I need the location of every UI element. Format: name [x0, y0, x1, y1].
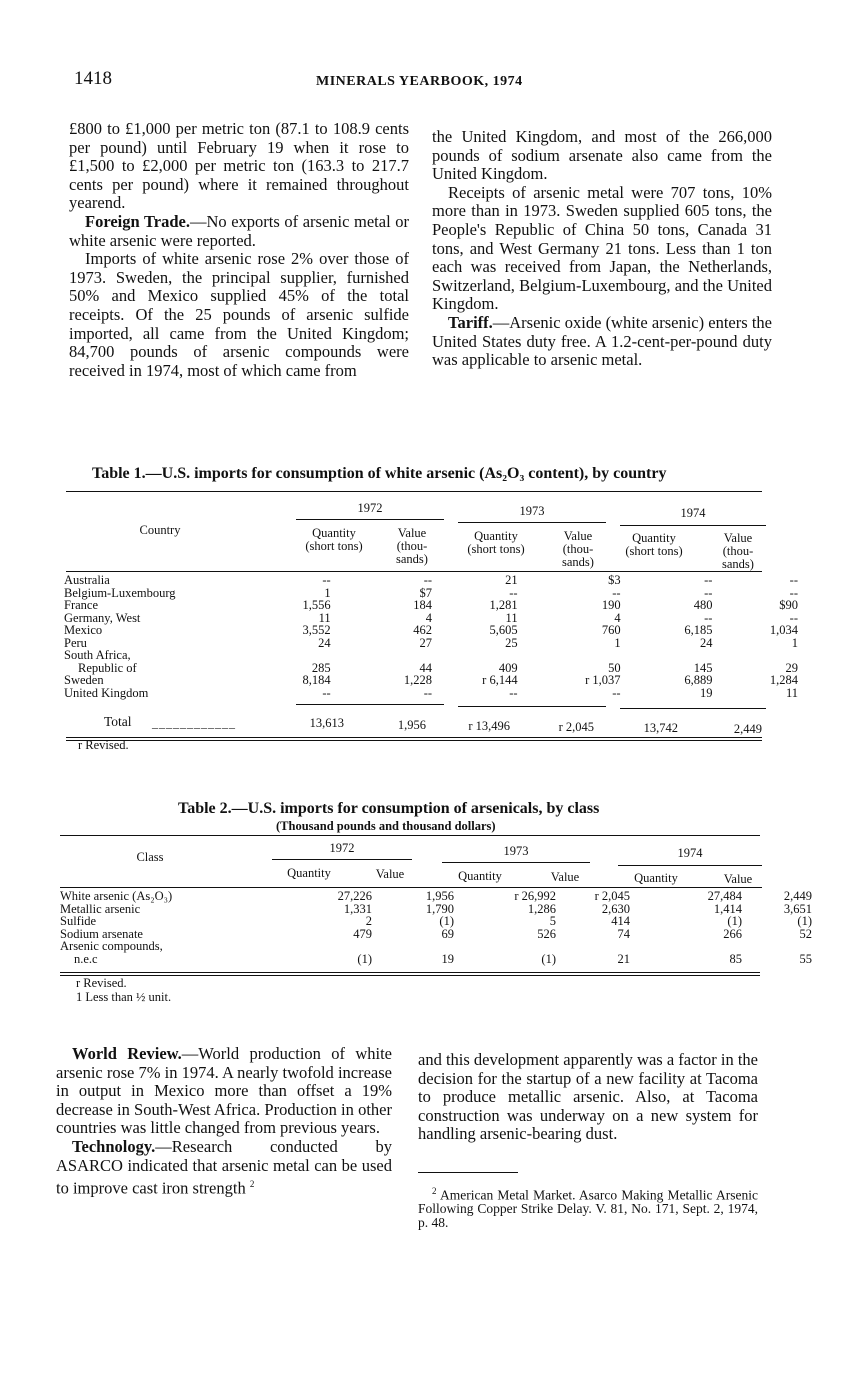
table1-value-cell: 25: [505, 635, 518, 650]
table-row: [60, 940, 820, 953]
class-name: Sodium arsenate: [60, 926, 143, 941]
table1-qty-header: Quantity (short tons): [625, 531, 683, 558]
table-row: [64, 599, 854, 612]
table2-class-header: Class: [136, 850, 164, 864]
table1-value-cell: $90: [779, 598, 798, 612]
table2-header-rule: [60, 887, 762, 888]
class-name: White arsenic (As₂O₃): [60, 889, 173, 903]
table2-value-cell: (1): [727, 914, 742, 928]
table1-val-header: Value (thou- sands): [722, 531, 754, 571]
country-name: South Africa,: [64, 648, 131, 662]
table1-value-cell: 184: [413, 598, 433, 612]
table1-qty-header: Quantity (short tons): [305, 526, 363, 553]
table-row: [64, 649, 854, 662]
table1-year-rule: [458, 522, 606, 523]
table1-value-cell: --: [509, 685, 518, 700]
table2-value-cell: 526: [537, 926, 556, 941]
page-number: 1418: [74, 68, 112, 89]
country-name: Republic of: [78, 660, 137, 675]
table2-value-cell: 5: [549, 914, 556, 928]
footnote: [418, 1185, 758, 1229]
table1-value-cell: [722, 649, 808, 662]
table1-value-cell: 21: [505, 573, 518, 587]
table-row: [64, 637, 854, 650]
table1-value-cell: [442, 649, 528, 662]
table1-qty-header: Quantity (short tons): [467, 529, 525, 556]
paragraph-text: —Research conducted by ASARCO indicated that arsenic metal can be used to improve cast iron strength: [56, 1136, 392, 1198]
table-row: [60, 928, 820, 941]
table2-bottom-rule: [60, 972, 760, 976]
table2-value-cell: 1,414: [713, 901, 742, 916]
table1-value-cell: [341, 649, 442, 662]
paragraph-technology: [56, 1138, 392, 1198]
table2-value-cell: 52: [799, 926, 812, 941]
table1-year-header: 1974: [680, 506, 706, 520]
footnote-rule: [418, 1172, 518, 1173]
table1-value-cell: 3,552: [302, 623, 331, 637]
text-column-left: [69, 120, 409, 380]
section-lead: World Review.: [72, 1044, 182, 1063]
table1-value-cell: 1,228: [403, 673, 433, 687]
table1-value-cell: [274, 649, 341, 662]
table2-qty-header: Quantity: [287, 866, 331, 880]
table1-value-cell: 1,284: [769, 673, 798, 687]
paragraph-text: —Arsenic oxide (white arsenic) enters the United States duty free. A 1.2-cent-per-pound duty was applicable to arsenic metal.: [432, 312, 772, 370]
table1-value-cell: --: [789, 573, 798, 587]
table2-val-header: Value: [375, 867, 405, 881]
paragraph: the United Kingdom, and most of the 266,000 pounds of sodium arsenate also came from the United Kingdom.: [432, 127, 772, 184]
table2-value-cell: 55: [799, 951, 812, 966]
table1-value-cell: 1: [791, 635, 798, 650]
table2-value-cell: [462, 940, 564, 953]
table2-top-rule: [60, 835, 760, 836]
table2-footnote: r Revised.: [76, 976, 127, 990]
table1-value-cell: 1,281: [489, 598, 518, 612]
table1-country-header: Country: [139, 523, 181, 537]
table2-value-cell: [750, 940, 820, 953]
text-column-left-bottom: [56, 1045, 392, 1198]
paragraph: £800 to £1,000 per metric ton (87.1 to 108.9 cents per pound) until February 19 when it rose to £1,500 to £2,000 per metric ton (163.3 to 217.7 cents per pound) where it remained throughout yearend.: [69, 119, 409, 213]
table1-value-cell: 4: [614, 610, 621, 625]
table1-value-cell: --: [789, 610, 798, 625]
footnote-text: American Metal Market. Asarco Making Metallic Arsenic Following Copper Strike Delay. V. 81, No. 171, Sept. 2, 1974, p. 48.: [418, 1187, 758, 1230]
table-row: [64, 574, 854, 587]
table1-country-cell: [64, 624, 274, 637]
table1-value-cell: --: [704, 585, 713, 600]
table1-sum-rule: [458, 706, 606, 707]
table1-total-label: Total: [104, 714, 132, 729]
table1-val-header: Value (thou- sands): [562, 529, 594, 569]
table1-year-header: 1972: [357, 501, 383, 515]
table1-value-cell: --: [509, 585, 518, 600]
class-name: Sulfide: [60, 914, 97, 928]
table-row: [60, 953, 820, 966]
table2-year-header: 1972: [329, 841, 355, 855]
table2-value-cell: 2: [365, 914, 372, 928]
table1-value-cell: [528, 649, 631, 662]
table1-value-cell: 11: [318, 610, 331, 625]
table1-value-cell: 1,556: [302, 598, 331, 612]
table1-footnote: r Revised.: [78, 738, 129, 752]
table1-value-cell: --: [612, 585, 621, 600]
table1-value-cell: 190: [601, 598, 621, 612]
table1-value-cell: 11: [505, 610, 518, 625]
table2-class-cell: [60, 953, 298, 966]
table1-header-rule: [66, 571, 762, 572]
table1-value-cell: 480: [693, 598, 713, 612]
table1-value-cell: --: [423, 685, 433, 700]
table1-value-cell: 27: [419, 635, 433, 650]
table1-year-rule: [296, 519, 444, 520]
table1-value-cell: 285: [311, 660, 331, 675]
table1-total-cell: r 13,496: [468, 719, 510, 733]
table1-title: Table 1.—U.S. imports for consumption of white arsenic (As₂O₃ content), by country: [92, 465, 667, 482]
table2-value-cell: (1): [357, 951, 372, 966]
table2-value-cell: 85: [729, 951, 742, 966]
table-row: [60, 915, 820, 928]
table2-value-cell: r 26,992: [514, 889, 556, 903]
paragraph-text: —World production of white arsenic rose 7% in 1974. A nearly twofold increase in output in Mexico more than offset a 19% decrease in South-West Africa. Production in other countries was little changed from previous years.: [56, 1044, 392, 1138]
table1-value-cell: --: [322, 685, 331, 700]
table1-value-cell: 1,034: [769, 623, 798, 637]
text-column-right: [432, 128, 772, 370]
table1-value-cell: 145: [693, 660, 713, 675]
paragraph: and this development apparently was a factor in the decision for the startup of a new facility at Tacoma to produce metallic arsenic. Also, at Tacoma construction was underway on a new system for handling arsenic-bearing dust.: [418, 1050, 758, 1144]
table1-bottom-rule: [66, 737, 762, 741]
table2-value-cell: [298, 940, 380, 953]
table1-value-cell: 8,184: [302, 673, 331, 687]
table2-value-cell: 69: [441, 926, 454, 941]
table2-value-cell: (1): [439, 914, 454, 928]
table2-value-cell: 27,226: [337, 889, 372, 903]
table2-val-header: Value: [723, 872, 753, 886]
section-lead: Tariff.: [448, 312, 493, 332]
table1-value-cell: 24: [699, 635, 713, 650]
table2-year-rule: [442, 862, 590, 863]
table2-value-cell: 1,790: [425, 901, 454, 916]
table1-value-cell: --: [789, 585, 798, 600]
table1-value-cell: [631, 649, 723, 662]
table1-val-header: Value (thou- sands): [396, 526, 428, 566]
table2-value-cell: 414: [611, 914, 630, 928]
table1-value-cell: --: [423, 573, 433, 587]
table2-value-cell: 3,651: [783, 901, 812, 916]
table2-footnote: 1 Less than ½ unit.: [76, 990, 172, 1004]
table2-value-cell: 1,331: [343, 901, 372, 916]
table2-value-cell: 479: [353, 926, 372, 941]
leader-dots: ____________: [152, 716, 236, 730]
table1-value-cell: r 1,037: [585, 673, 621, 687]
table1-total-cell: r 2,045: [558, 720, 594, 734]
table1-value-cell: 6,185: [684, 623, 713, 637]
paragraph: Imports of white arsenic rose 2% over those of 1973. Sweden, the principal supplier, furnished 50% and Mexico supplied 45% of the total receipts. Of the 25 pounds of arsenic sulfide imported, all came from the United Kingdom; 84,700 pounds of arsenic compounds were received in 1974, most of which came from: [69, 249, 409, 380]
class-name: Arsenic compounds,: [60, 939, 163, 953]
table1-total-cell: 13,613: [309, 716, 344, 730]
table1-year-rule: [620, 525, 766, 526]
table2-value-cell: 2,630: [601, 901, 630, 916]
table2-value-cell: 266: [723, 926, 742, 941]
table2-value-cell: (1): [797, 914, 812, 928]
table2-body: [60, 890, 820, 965]
table1-value-cell: 11: [785, 685, 798, 700]
table1-value-cell: 5,605: [489, 623, 518, 637]
table1-value-cell: 6,889: [684, 673, 713, 687]
table-row: [64, 687, 854, 700]
paragraph: Receipts of arsenic metal were 707 tons, 10% more than in 1973. Sweden supplied 605 tons, the People's Republic of China 50 tons, Canada 31 tons, and West Germany 21 tons. Less than 1 ton each was received from Japan, the Netherlands, Switzerland, Belgium-Luxembourg, and the United Kingdom.: [432, 182, 772, 314]
table1-value-cell: 1: [324, 585, 331, 600]
class-name: Metallic arsenic: [60, 901, 141, 916]
table1-top-rule: [66, 491, 762, 492]
table2-year-rule: [618, 865, 762, 866]
table1-value-cell: 19: [699, 685, 713, 700]
table2-value-cell: (1): [541, 951, 556, 966]
table2-value-cell: 27,484: [707, 889, 742, 903]
section-lead: Technology.: [72, 1136, 156, 1156]
footnote-ref: 2: [249, 1179, 255, 1190]
country-name: Belgium-Luxembourg: [64, 585, 176, 600]
table1-value-cell: --: [612, 685, 621, 700]
table1-country-cell: [64, 687, 274, 700]
table1-value-cell: --: [704, 610, 713, 625]
table-row: [64, 612, 854, 625]
table1-value-cell: r 6,144: [482, 673, 518, 687]
table1-value-cell: --: [322, 573, 331, 587]
table2-qty-header: Quantity: [458, 869, 502, 883]
country-name: Mexico: [64, 623, 103, 637]
table1-total-cell: 1,956: [397, 718, 426, 732]
table2-value-cell: 1,286: [527, 901, 556, 916]
table-row: [64, 624, 854, 637]
country-name: France: [64, 598, 99, 612]
table1-total-cell: 2,449: [733, 722, 762, 736]
table1-sum-rule: [620, 708, 766, 709]
table1-year-header: 1973: [519, 504, 545, 518]
paragraph-text: —No exports of arsenic metal or white arsenic were reported.: [69, 211, 409, 250]
country-name: Australia: [64, 573, 110, 587]
table1-value-cell: --: [704, 573, 713, 587]
table-row: [64, 587, 854, 600]
table-row: [60, 890, 820, 903]
text-column-right-bottom: [418, 1051, 758, 1144]
table2-year-header: 1973: [503, 844, 529, 858]
table2-val-header: Value: [550, 870, 580, 884]
table2-value-cell: [564, 940, 638, 953]
table1-body: [64, 574, 854, 699]
country-name: Peru: [64, 635, 87, 650]
section-lead: Foreign Trade.: [85, 211, 190, 231]
footnote-marker: 2: [432, 1186, 437, 1196]
table-row: [64, 674, 854, 687]
table1-value-cell: 4: [425, 610, 433, 625]
table1-total-cell: 13,742: [643, 721, 678, 735]
table2-qty-header: Quantity: [634, 871, 678, 885]
country-name: Sweden: [64, 673, 104, 687]
table2-value-cell: [638, 940, 750, 953]
table2-value-cell: 19: [441, 951, 454, 966]
table1-value-cell: 44: [419, 660, 433, 675]
paragraph-world-review: [56, 1045, 392, 1138]
table2-subtitle: (Thousand pounds and thousand dollars): [276, 819, 496, 833]
table-row: [64, 662, 854, 675]
table1-value-cell: 29: [785, 660, 798, 675]
class-name: n.e.c: [74, 951, 98, 966]
table2-value-cell: 21: [617, 951, 630, 966]
table2-year-rule: [272, 859, 412, 860]
table1-value-cell: 50: [608, 660, 621, 675]
country-name: United Kingdom: [64, 685, 149, 700]
table2-value-cell: 2,449: [783, 889, 812, 903]
paragraph-foreign-trade: [69, 213, 409, 250]
country-name: Germany, West: [64, 610, 141, 625]
running-title: MINERALS YEARBOOK, 1974: [316, 74, 523, 89]
paragraph-tariff: [432, 314, 772, 370]
table1-value-cell: $7: [419, 585, 433, 600]
table1-sum-rule: [296, 704, 444, 705]
table2-value-cell: [380, 940, 462, 953]
table2-value-cell: 1,956: [425, 889, 454, 903]
table1-value-cell: 462: [413, 623, 433, 637]
table1-value-cell: 24: [318, 635, 331, 650]
table2-value-cell: r 2,045: [594, 889, 630, 903]
table1-value-cell: 1: [614, 635, 621, 650]
table1-value-cell: $3: [608, 573, 621, 587]
table2-value-cell: 74: [617, 926, 630, 941]
table1-value-cell: 409: [498, 660, 518, 675]
table2-title: Table 2.—U.S. imports for consumption of arsenicals, by class: [178, 800, 600, 817]
table2-year-header: 1974: [677, 846, 703, 860]
table1-value-cell: 760: [601, 623, 621, 637]
